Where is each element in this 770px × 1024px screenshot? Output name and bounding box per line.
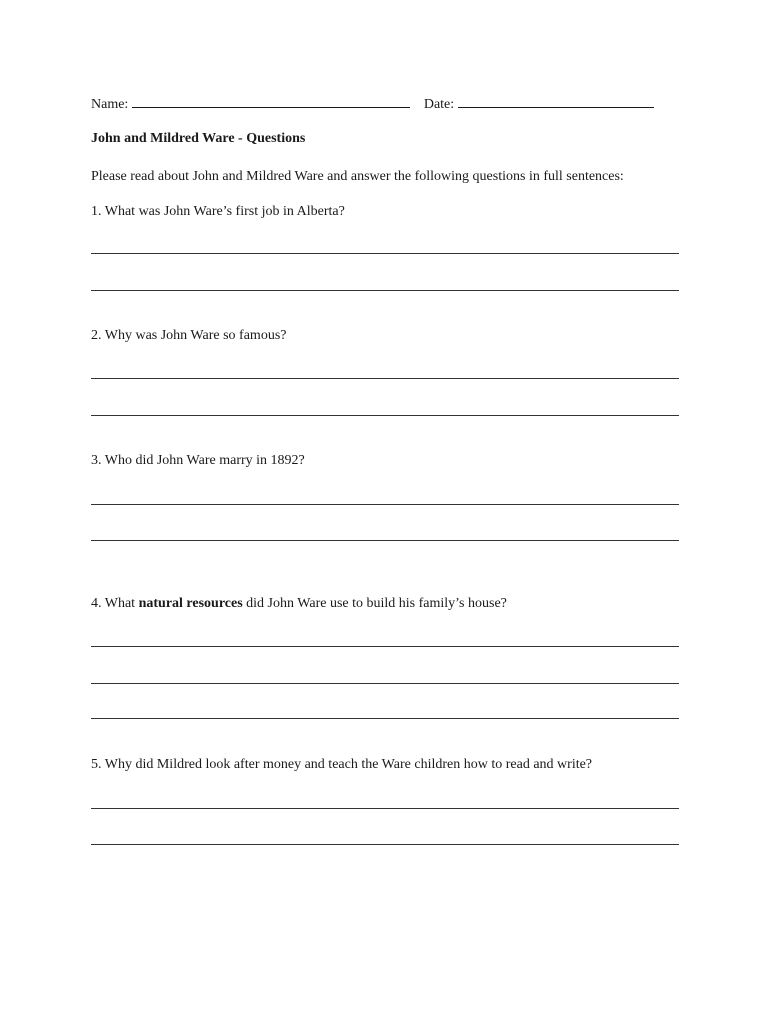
question-4-suffix: did John Ware use to build his family’s house? <box>242 596 507 611</box>
answer-line[interactable] <box>91 808 679 809</box>
name-blank[interactable] <box>132 93 410 108</box>
answer-line[interactable] <box>91 646 679 647</box>
worksheet-title: John and Mildred Ware - Questions <box>91 131 306 146</box>
answer-line[interactable] <box>91 253 679 254</box>
answer-line[interactable] <box>91 683 679 684</box>
header-line <box>91 93 654 114</box>
answer-line[interactable] <box>91 504 679 505</box>
answer-line[interactable] <box>91 378 679 379</box>
question-1: 1. What was John Ware’s first job in Alberta? <box>91 204 345 219</box>
answer-line[interactable] <box>91 844 679 845</box>
question-5: 5. Why did Mildred look after money and teach the Ware children how to read and write? <box>91 757 593 772</box>
question-3: 3. Who did John Ware marry in 1892? <box>91 453 305 468</box>
answer-line[interactable] <box>91 540 679 541</box>
answer-line[interactable] <box>91 718 679 719</box>
question-4 <box>91 595 507 613</box>
date-blank[interactable] <box>458 93 654 108</box>
question-4-emphasis: natural resources <box>138 596 243 611</box>
answer-line[interactable] <box>91 415 679 416</box>
question-4-prefix: 4. What <box>91 596 139 611</box>
question-2: 2. Why was John Ware so famous? <box>91 328 287 343</box>
name-label: Name: <box>91 97 129 112</box>
date-label: Date: <box>423 97 455 112</box>
instructions: Please read about John and Mildred Ware and answer the following questions in full sentences: <box>91 169 624 184</box>
answer-line[interactable] <box>91 290 679 291</box>
